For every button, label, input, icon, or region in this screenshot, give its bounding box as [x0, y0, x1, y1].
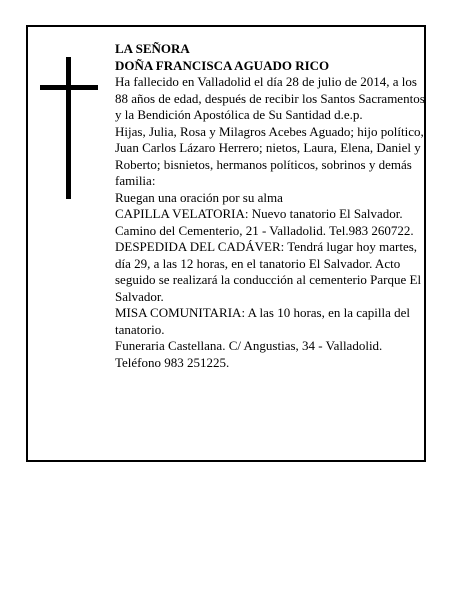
prayer-request: Ruegan una oración por su alma: [115, 189, 283, 205]
notice-body: [115, 41, 425, 371]
cross-vertical-bar: [66, 57, 71, 199]
family-list: Hijas, Julia, Rosa y Milagros Acebes Aguado; hijo político, Juan Carlos Lázaro Herrero; nietos, Laura, Elena, Daniel y Roberto; bisnietos, hermanos políticos, sobrinos y demás familia:: [115, 123, 424, 188]
community-mass-info: MISA COMUNITARIA: A las 10 horas, en la capilla del tanatorio.: [115, 305, 411, 337]
deceased-name: DOÑA FRANCISCA AGUADO RICO: [115, 57, 330, 73]
farewell-info: DESPEDIDA DEL CADÁVER: Tendrá lugar hoy martes, día 29, a las 12 horas, en el tanatorio El Salvador. Acto seguido se realizará la conducción al cementerio Parque El Salvador.: [115, 239, 422, 304]
wake-chapel-info: CAPILLA VELATORIA: Nuevo tanatorio El Salvador. Camino del Cementerio, 21 - Valladolid. Tel.983 260722.: [115, 206, 414, 238]
notice-title-line1: LA SEÑORA: [115, 41, 190, 56]
obituary-notice: [26, 25, 426, 462]
cross-icon: [40, 57, 98, 199]
death-announcement: Ha fallecido en Valladolid el día 28 de julio de 2014, a los 88 años de edad, después de recibir los Santos Sacramentos y la Bendición Apostólica de Su Santidad d.e.p.: [115, 74, 425, 122]
funeral-home-info: Funeraria Castellana. C/ Angustias, 34 - Valladolid. Teléfono 983 251225.: [115, 338, 383, 370]
cross-horizontal-bar: [40, 85, 98, 90]
